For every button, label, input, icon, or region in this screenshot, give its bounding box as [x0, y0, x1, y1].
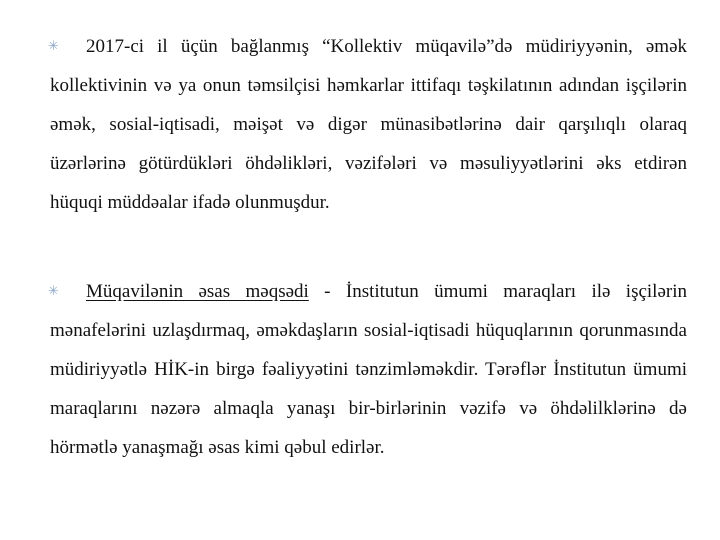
paragraph-2-text: - İnstitutun ümumi maraqları ilə işçilərin mənafelərini uzlaşdırmaq, əməkdaşların sosial-iqtisadi hüquqlarının qorunmasında müdiriyyətlə HİK-in birgə fəaliyyətini tənzimləməkdir. Tərəflər İnstitutun ümumi maraqlarını nəzərə almaqla yanaşı bir-birlərinin vəzifə və öhdəlilklərinə də hörmətlə yanaşmağı əsas kimi qəbul edirlər. [50, 281, 687, 458]
asterisk-bullet-icon: ✳ [48, 39, 59, 54]
paragraph-collective-agreement [50, 27, 687, 222]
asterisk-bullet-icon: ✳ [48, 284, 59, 299]
agreement-purpose-heading: Müqavilənin əsas məqsədi [86, 281, 309, 302]
paragraph-agreement-purpose [50, 272, 687, 467]
paragraph-1-text: 2017-ci il üçün bağlanmış “Kollektiv müqavilə”də müdiriyyənin, əmək kollektivinin və ya onun təmsilçisi həmkarlar ittifaqı təşkilatının adından işçilərin əmək, sosial-iqtisadi, məişət və digər münasibətlərinə dair qarşılıqlı olaraq üzərlərinə götürdükləri öhdəlikləri, vəzifələri və məsuliyyətlərini əks etdirən hüquqi müddəalar ifadə olunmuşdur. [50, 36, 687, 213]
